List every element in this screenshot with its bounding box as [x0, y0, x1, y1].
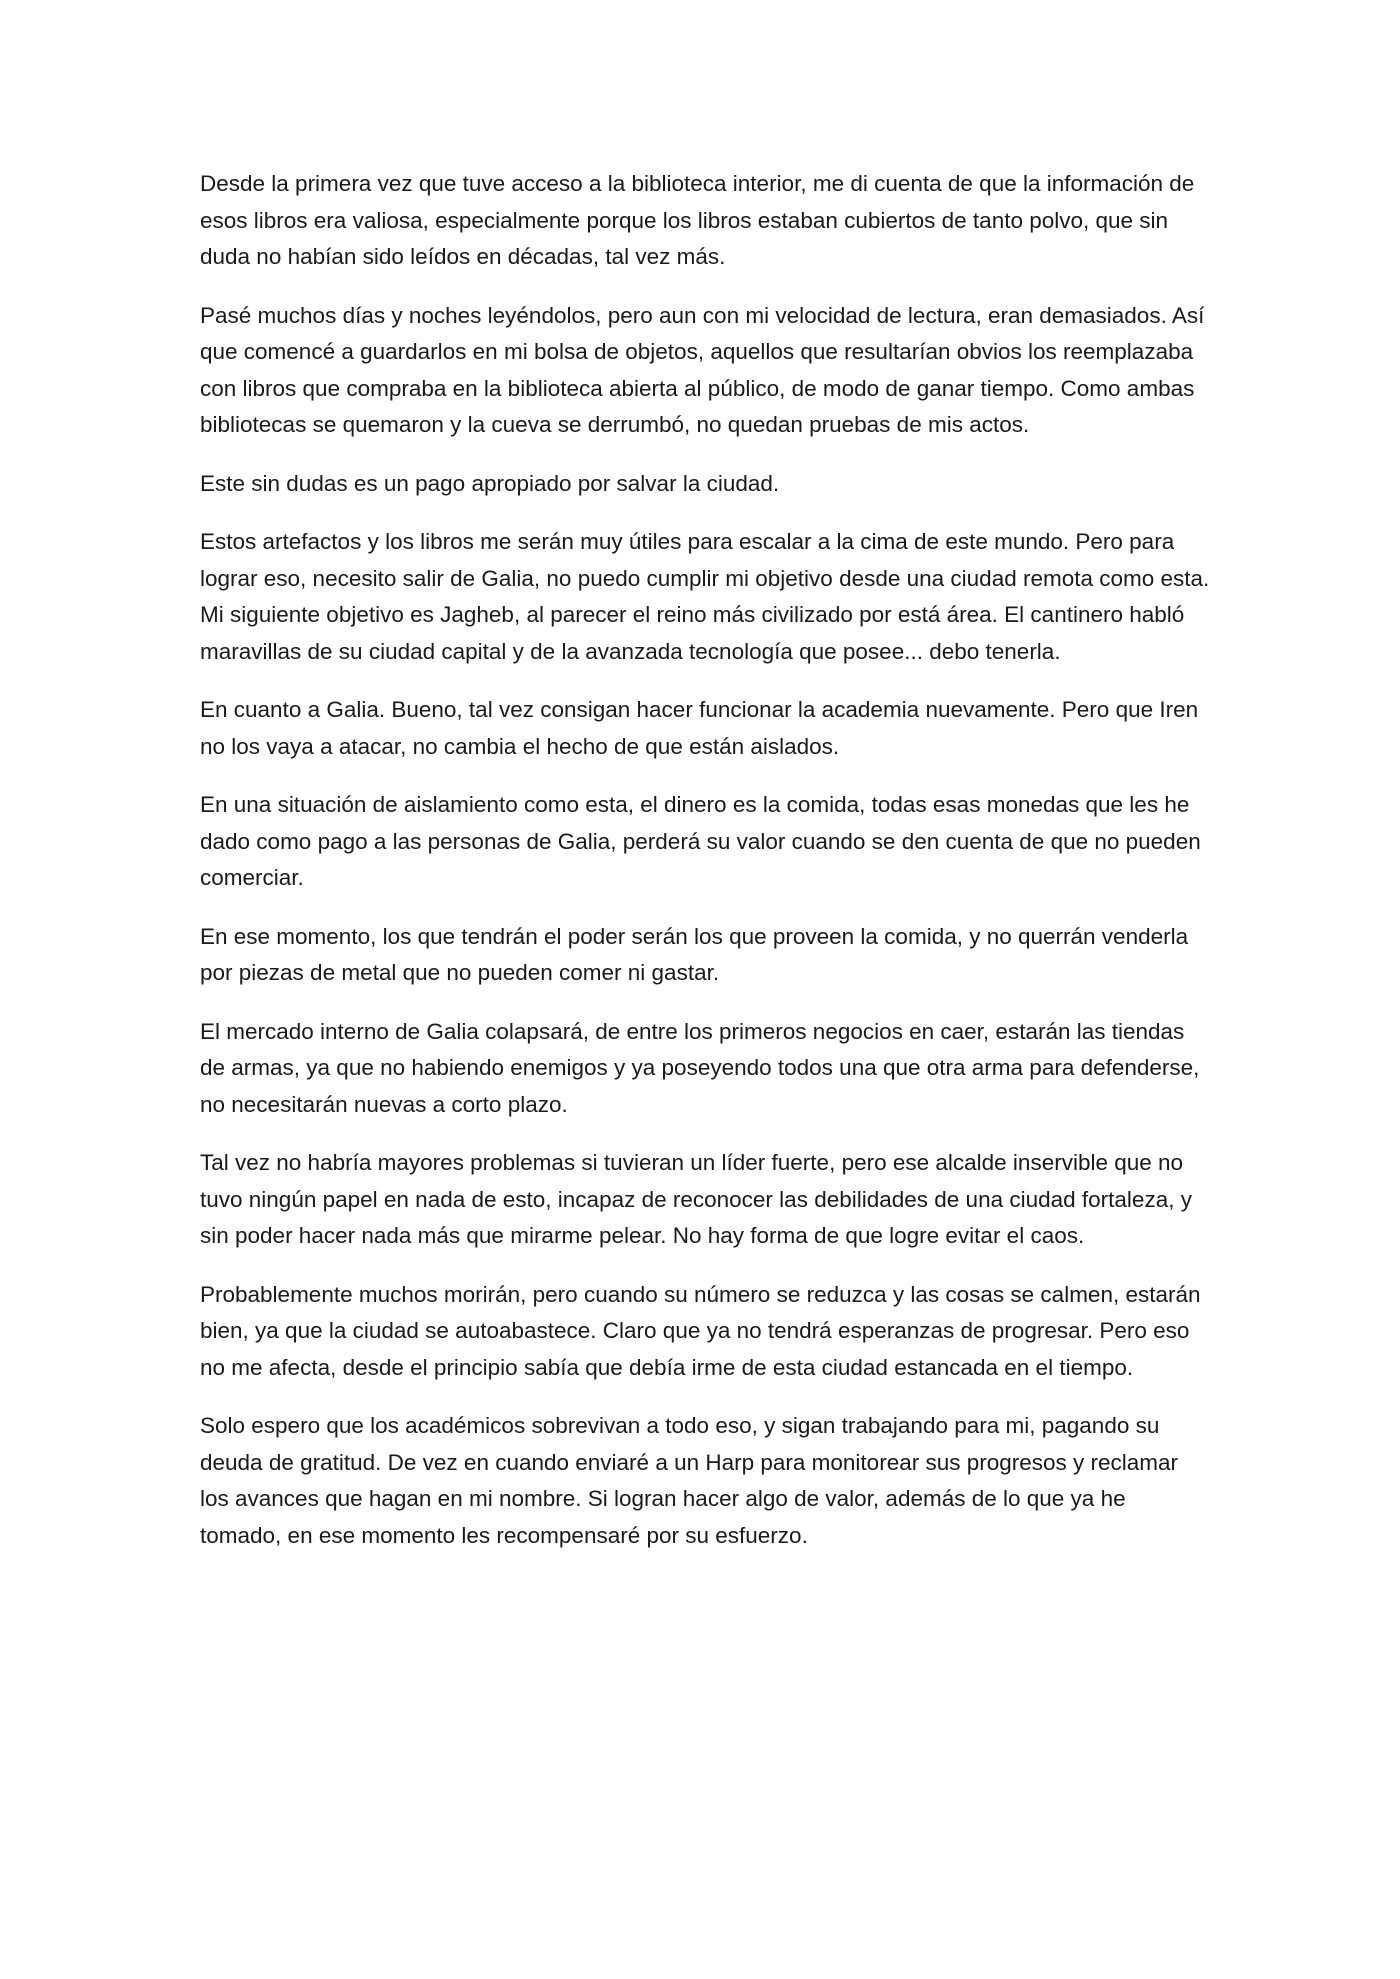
paragraph-8: El mercado interno de Galia colapsará, de entre los primeros negocios en caer, estarán las tiendas de armas, ya que no habiendo enemigos y ya poseyendo todos una que otra arma para defenderse, no necesitarán nuevas a corto plazo. — [200, 1018, 1200, 1117]
paragraph-5: En cuanto a Galia. Bueno, tal vez consigan hacer funcionar la academia nuevamente. Pero que Iren no los vaya a atacar, no cambia el hecho de que están aislados. — [200, 697, 1199, 759]
paragraph-7: En ese momento, los que tendrán el poder serán los que proveen la comida, y no querrán venderla por piezas de metal que no pueden comer ni gastar. — [200, 923, 1189, 985]
paragraph-10: Probablemente muchos morirán, pero cuando su número se reduzca y las cosas se calmen, estarán bien, ya que la ciudad se autoabastece. Claro que ya no tendrá esperanzas de progresar. Pero eso no me afecta, desde el principio sabía que debía irme de esta ciudad estancada en el tiempo. — [200, 1281, 1201, 1380]
paragraph-2: Pasé muchos días y noches leyéndolos, pero aun con mi velocidad de lectura, eran demasiados. Así que comencé a guardarlos en mi bolsa de objetos, aquellos que resultarían obvios los reemplazaba con libros que compraba en la biblioteca abierta al público, de modo de ganar tiempo. Como ambas bibliotecas se quemaron y la cueva se derrumbó, no quedan pruebas de mis actos. — [200, 302, 1205, 437]
paragraph-1: Desde la primera vez que tuve acceso a la biblioteca interior, me di cuenta de que la información de esos libros era valiosa, especialmente porque los libros estaban cubiertos de tanto polvo, que sin duda no habían sido leídos en décadas, tal vez más. — [200, 171, 1195, 269]
paragraph-3: Este sin dudas es un pago apropiado por salvar la ciudad. — [200, 470, 780, 496]
document-body — [200, 166, 1210, 1554]
paragraph-4: Estos artefactos y los libros me serán muy útiles para escalar a la cima de este mundo. Pero para lograr eso, necesito salir de Galia, no puedo cumplir mi objetivo desde una ciudad remota como esta. Mi siguiente objetivo es Jagheb, al parecer el reino más civilizado por está área. El cantinero habló maravillas de su ciudad capital y de la avanzada tecnología que posee... debo tenerla. — [200, 529, 1210, 664]
paragraph-9: Tal vez no habría mayores problemas si tuvieran un líder fuerte, pero ese alcalde inservible que no tuvo ningún papel en nada de esto, incapaz de reconocer las debilidades de una ciudad fortaleza, y sin poder hacer nada más que mirarme pelear. No hay forma de que logre evitar el caos. — [200, 1150, 1192, 1248]
paragraph-6: En una situación de aislamiento como esta, el dinero es la comida, todas esas monedas que les he dado como pago a las personas de Galia, perderá su valor cuando se den cuenta de que no pueden comerciar. — [200, 792, 1201, 890]
paragraph-11: Solo espero que los académicos sobrevivan a todo eso, y sigan trabajando para mi, pagando su deuda de gratitud. De vez en cuando enviaré a un Harp para monitorear sus progresos y reclamar los avances que hagan en mi nombre. Si logran hacer algo de valor, además de lo que ya he tomado, en ese momento les recompensaré por su esfuerzo. — [200, 1413, 1179, 1548]
